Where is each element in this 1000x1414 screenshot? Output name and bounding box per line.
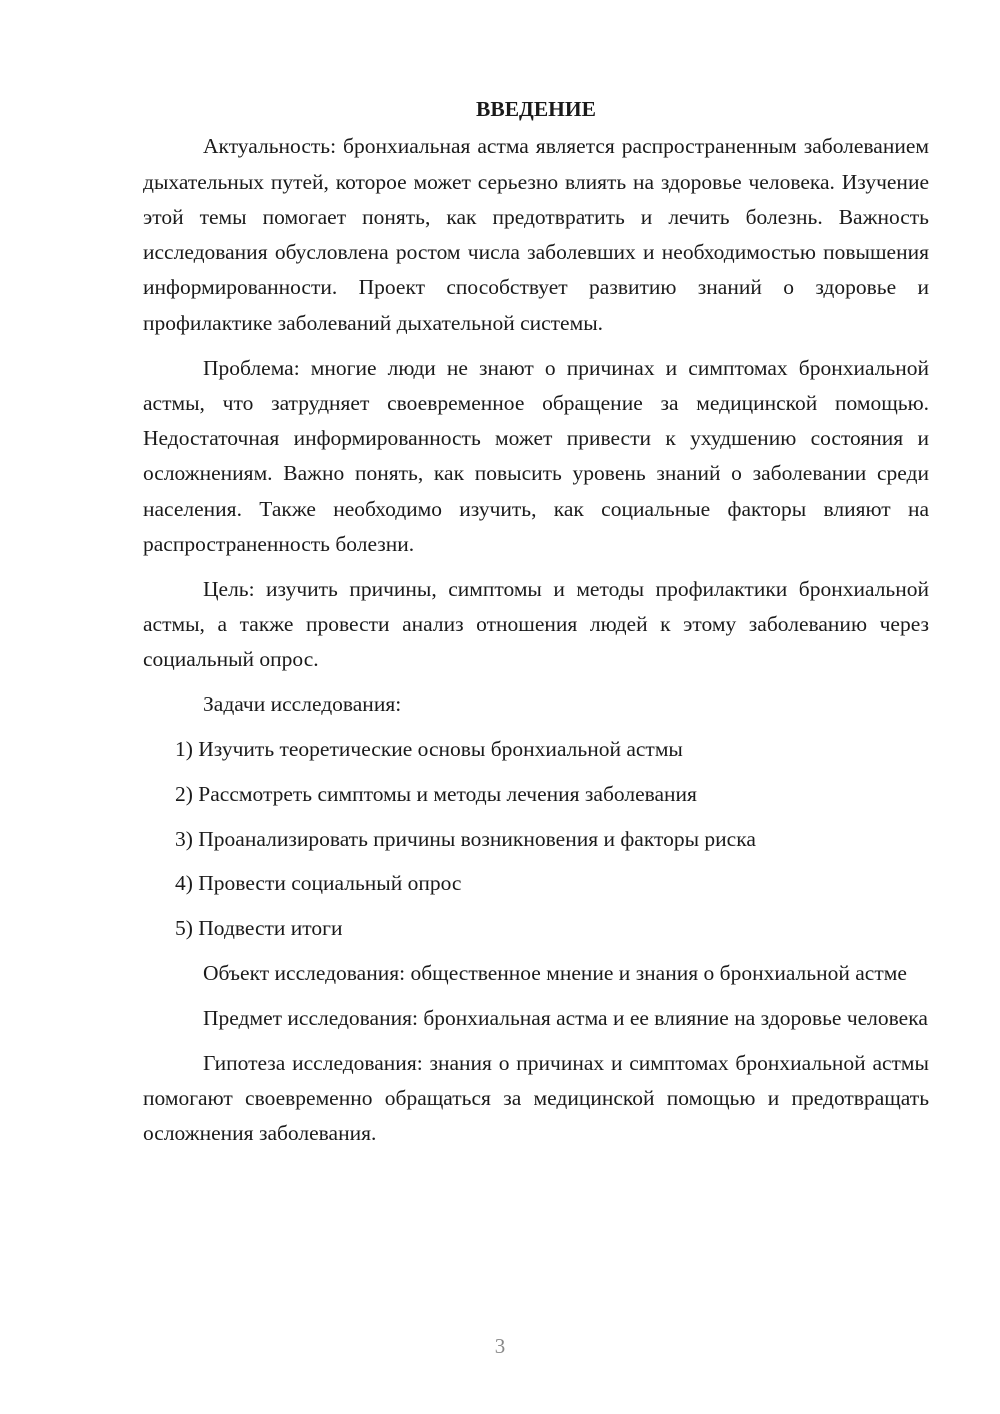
task-item-3: 3) Проанализировать причины возникновения и факторы риска bbox=[175, 826, 756, 851]
task-item-2: 2) Рассмотреть симптомы и методы лечения заболевания bbox=[175, 781, 697, 806]
goal-paragraph: Цель: изучить причины, симптомы и методы профилактики бронхиальной астмы, а также провести анализ отношения людей к этому заболеванию через социальный опрос. bbox=[143, 576, 929, 672]
task-item-4: 4) Провести социальный опрос bbox=[175, 871, 462, 896]
object-paragraph: Объект исследования: общественное мнение и знания о бронхиальной астме bbox=[203, 961, 907, 986]
task-item-1: 1) Изучить теоретические основы бронхиальной астмы bbox=[175, 737, 683, 762]
hypothesis-paragraph: Гипотеза исследования: знания о причинах и симптомах бронхиальной астмы помогают своевременно обращаться за медицинской помощью и предотвращать осложнения заболевания. bbox=[143, 1050, 929, 1146]
relevance-paragraph: Актуальность: бронхиальная астма является распространенным заболеванием дыхательных путей, которое может серьезно влиять на здоровье человека. Изучение этой темы помогает понять, как предотвратить и лечить болезнь. Важность исследования обусловлена ростом числа заболевших и необходимостью повышения информированности. Проект способствует развитию знаний о здоровье и профилактике заболеваний дыхательной системы. bbox=[143, 134, 929, 335]
subject-paragraph: Предмет исследования: бронхиальная астма и ее влияние на здоровье человека bbox=[203, 1005, 928, 1030]
problem-paragraph: Проблема: многие люди не знают о причинах и симптомах бронхиальной астмы, что затрудняет своевременное обращение за медицинской помощью. Недостаточная информированность может привести к ухудшению состояния и осложнениям. Важно понять, как повысить уровень знаний о заболевании среди населения. Также необходимо изучить, как социальные факторы влияют на распространенность болезни. bbox=[143, 355, 929, 557]
document-page bbox=[143, 92, 929, 1152]
page-title: ВВЕДЕНИЕ bbox=[476, 97, 596, 121]
page-number: 3 bbox=[494, 1334, 506, 1358]
tasks-heading: Задачи исследования: bbox=[203, 692, 402, 717]
task-item-5: 5) Подвести итоги bbox=[175, 916, 343, 941]
